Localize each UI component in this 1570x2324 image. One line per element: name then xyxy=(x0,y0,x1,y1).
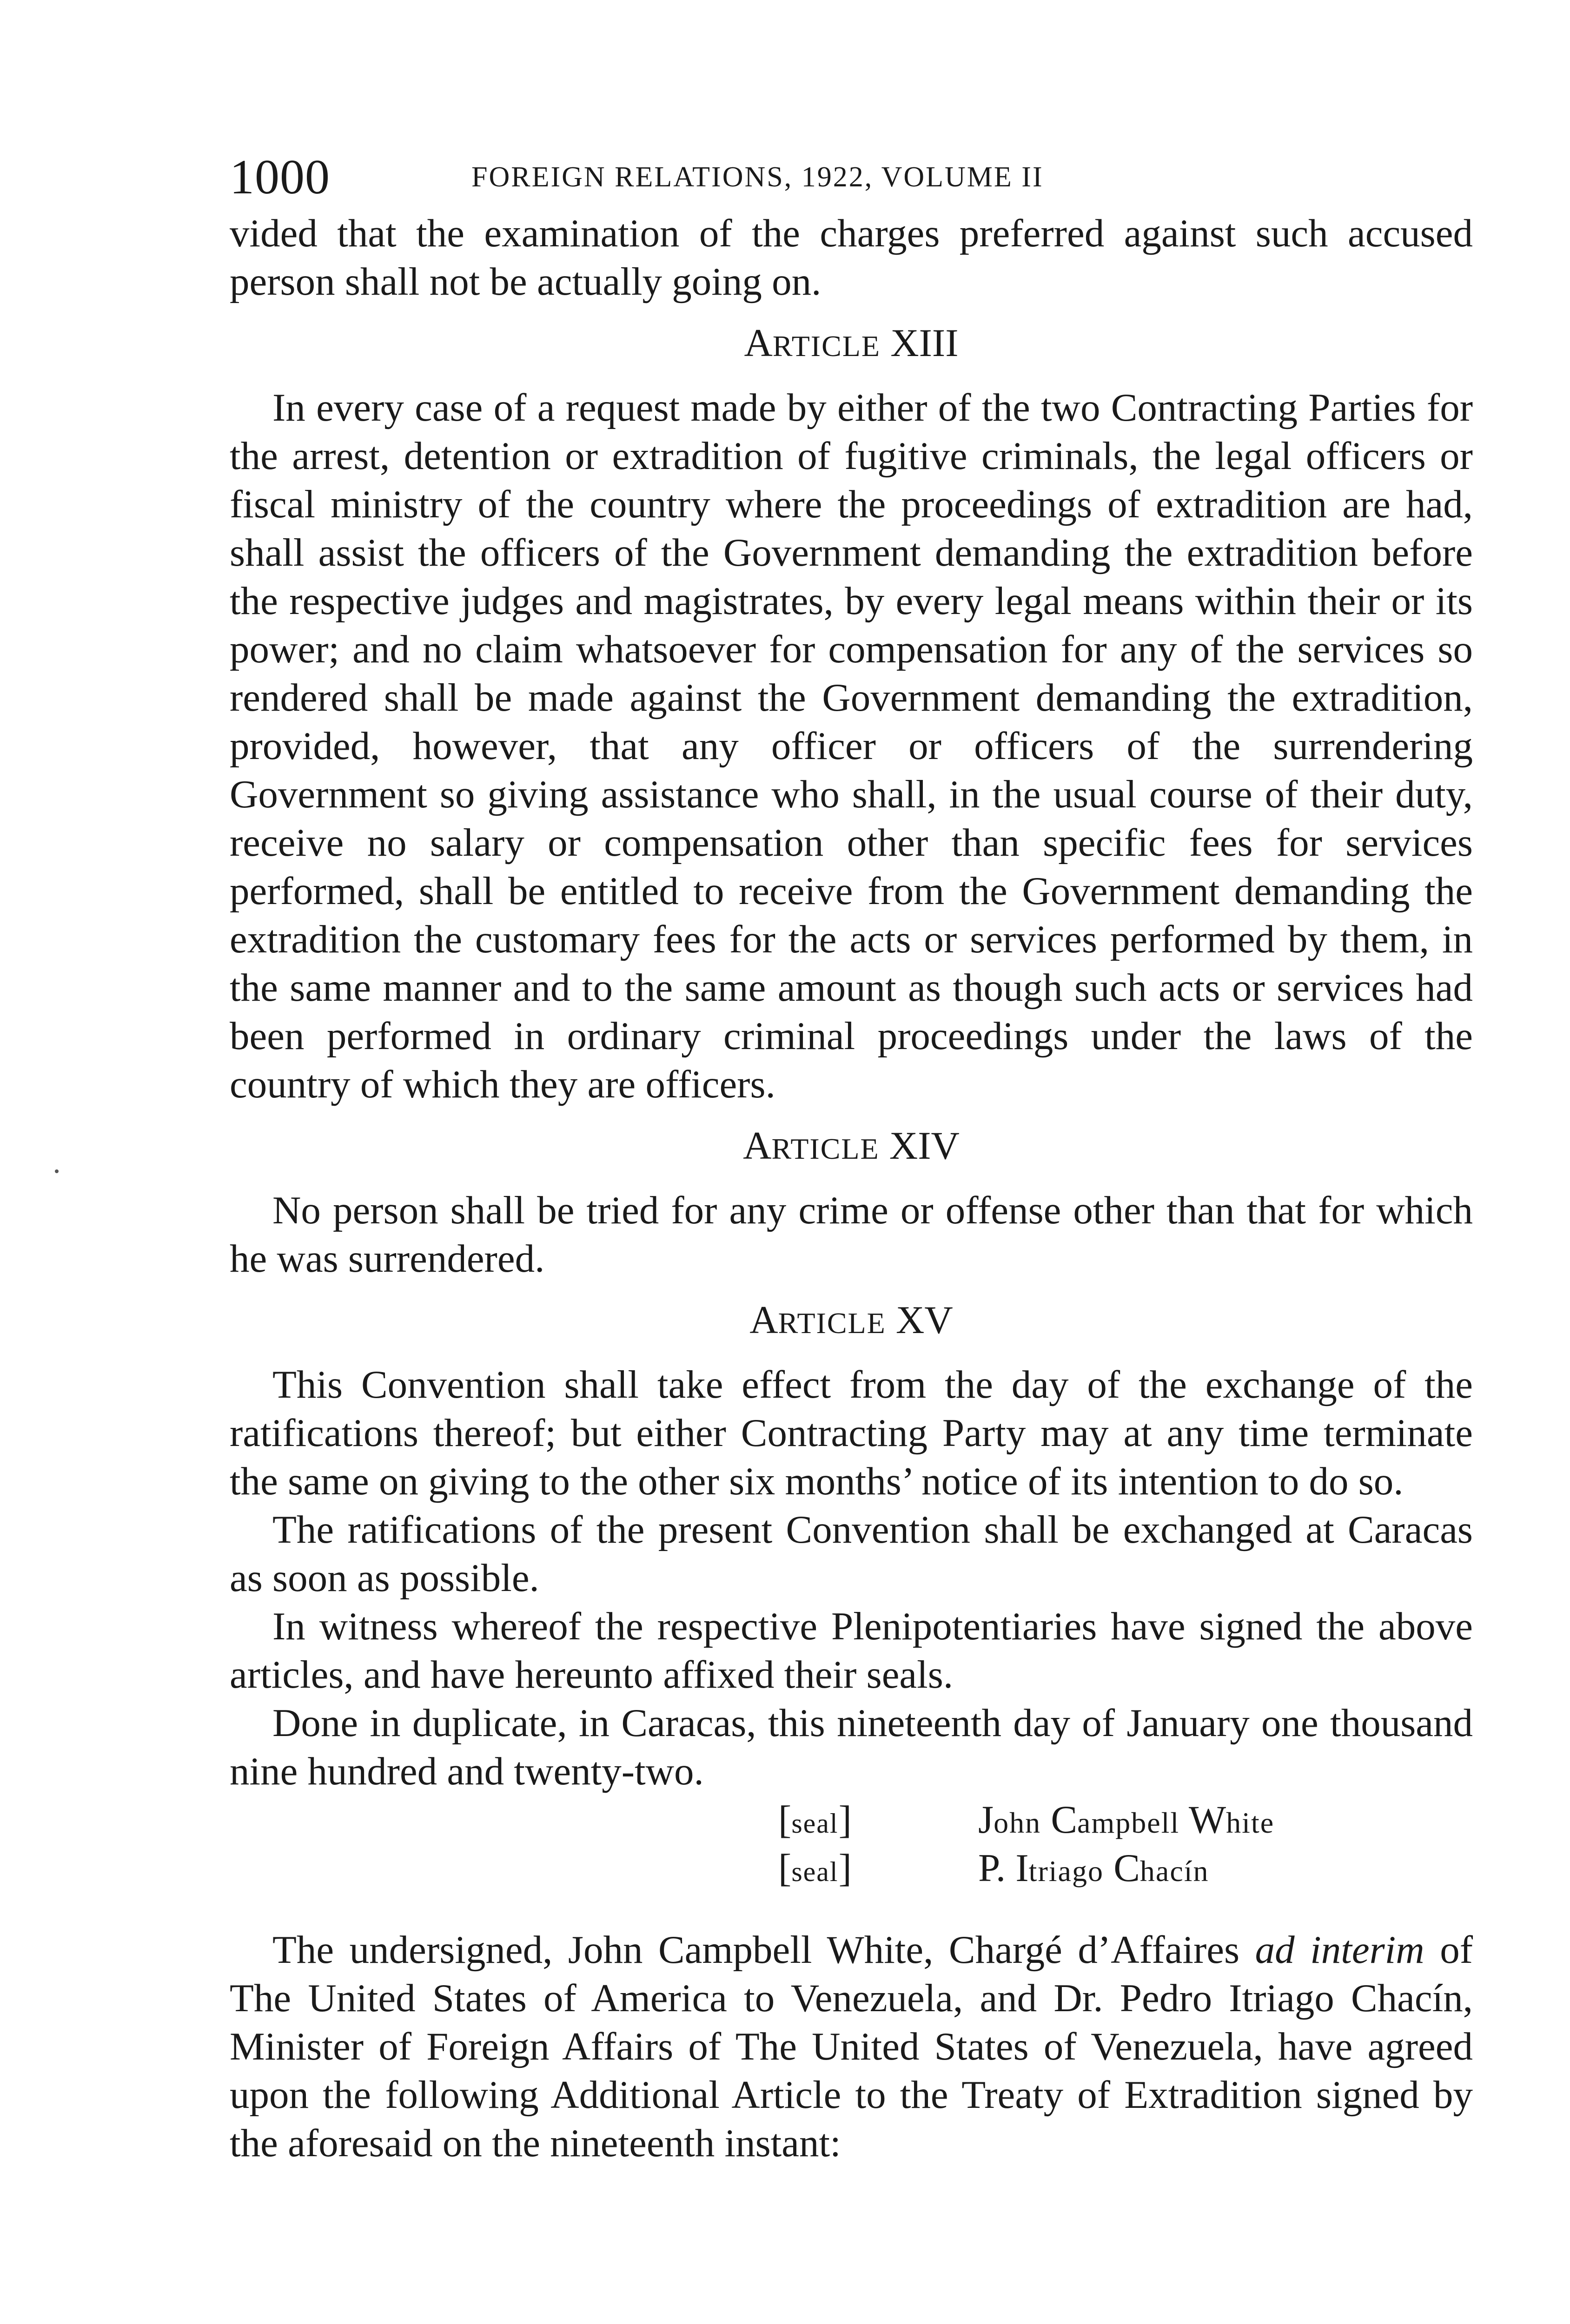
page-header xyxy=(230,139,1473,209)
italic-phrase: ad interim xyxy=(1255,1928,1424,1972)
signature-block xyxy=(230,1796,1473,1898)
article-15-numeral: XV xyxy=(895,1298,953,1342)
seal-marker: [seal] xyxy=(778,1846,852,1890)
signature-row xyxy=(778,1844,1473,1896)
body-text xyxy=(230,209,1473,2167)
margin-speck xyxy=(55,1169,59,1173)
page-number: 1000 xyxy=(230,150,330,204)
text-column xyxy=(230,139,1473,2167)
article-15-paragraph-4: Done in duplicate, in Caracas, this nineteenth day of January one thousand nine hundred and twenty-two. xyxy=(230,1701,1473,1793)
article-14-heading: ARTICLE XIV xyxy=(743,1124,960,1168)
additional-article-intro: The undersigned, John Campbell White, Chargé d’Affaires ad interim of The United States of America to Venezuela, and Dr. Pedro Itriago Chacín, Minister of Foreign Affairs of The United States of Venezuela, have agreed upon the following Additional Article to the Treaty of Extradition signed by the aforesaid on the nineteenth instant: xyxy=(230,1928,1473,2165)
signature-row xyxy=(778,1796,1473,1848)
signatory-name: John Campbell White xyxy=(978,1798,1275,1842)
seal-marker: [seal] xyxy=(778,1798,852,1842)
article-14-numeral: XIV xyxy=(889,1124,960,1168)
article-13-paragraph: In every case of a request made by either of the two Contracting Parties for the arrest, detention or extradition of fugitive criminals, the legal officers or fiscal ministry of the country where the proceedings of extradition are had, shall assist the officers of the Government demanding the extradition before the respective judges and magistrates, by every legal means within their or its power; and no claim whatsoever for compensation for any of the services so rendered shall be made against the Government demanding the extradition, provided, however, that any officer or officers of the surrendering Government so giving assistance who shall, in the usual course of their duty, receive no salary or compensation other than specific fees for services performed, shall be entitled to receive from the Government demanding the extradition the customary fees for the acts or services performed by them, in the same manner and to the same amount as though such acts or services had been performed in ordinary criminal proceedings under the laws of the country of which they are officers. xyxy=(230,386,1473,1106)
article-13-numeral: XIII xyxy=(890,321,959,365)
article-15-heading: ARTICLE XV xyxy=(749,1298,953,1342)
continuation-paragraph: vided that the examination of the charges preferred against such accused person shall not be actually going on. xyxy=(230,211,1473,304)
running-head: FOREIGN RELATIONS, 1922, VOLUME II xyxy=(471,161,1044,193)
article-13-heading: ARTICLE XIII xyxy=(744,321,959,365)
article-14-paragraph: No person shall be tried for any crime or offense other than that for which he was surrendered. xyxy=(230,1188,1473,1281)
signatory-name: P. Itriago Chacín xyxy=(978,1846,1209,1890)
article-15-paragraph-1: This Convention shall take effect from the day of the exchange of the ratifications thereof; but either Contracting Party may at any time terminate the same on giving to the other six months’ notice of its intention to do so. xyxy=(230,1363,1473,1503)
article-15-paragraph-2: The ratifications of the present Convention shall be exchanged at Caracas as soon as possible. xyxy=(230,1508,1473,1600)
article-15-paragraph-3: In witness whereof the respective Plenipotentiaries have signed the above articles, and have hereunto affixed their seals. xyxy=(230,1604,1473,1697)
